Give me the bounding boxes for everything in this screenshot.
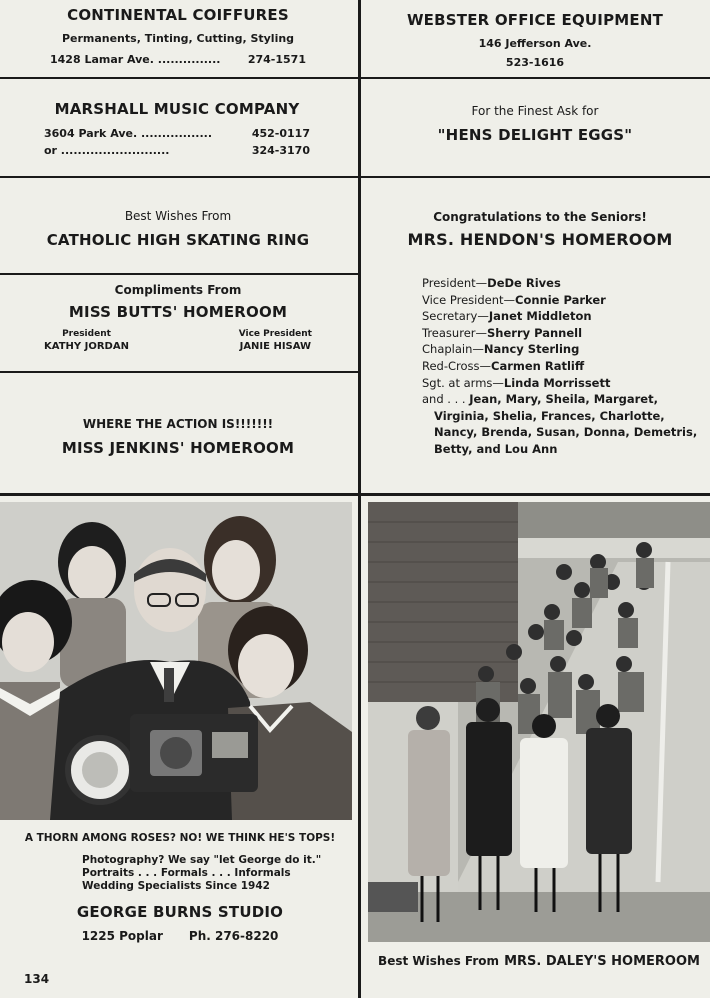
ad-headline: A THORN AMONG ROSES? NO! WE THINK HE'S TOPS! xyxy=(24,832,336,844)
members-row xyxy=(422,391,702,408)
officer-row xyxy=(422,358,702,375)
president-title: President xyxy=(62,329,111,339)
george-burns-ad xyxy=(10,832,350,943)
ad-name: MARSHALL MUSIC COMPANY xyxy=(54,100,300,118)
homeroom-photo-illustration xyxy=(368,502,710,942)
president-name: KATHY JORDAN xyxy=(44,341,129,352)
divider-3-left xyxy=(0,273,358,275)
members-line: Virginia, Shelia, Frances, Charlotte, xyxy=(434,408,665,423)
members-line: Betty, and Lou Ann xyxy=(434,441,558,456)
officer-name: Nancy Sterling xyxy=(483,342,580,357)
ad-phone: 523-1616 xyxy=(505,56,565,69)
officer-role: Red-Cross— xyxy=(422,358,492,373)
miss-butts-ad xyxy=(40,283,316,352)
ad-name: CATHOLIC HIGH SKATING RING xyxy=(46,231,310,249)
ad-intro: Compliments From xyxy=(114,283,242,297)
daley-caption xyxy=(368,950,710,969)
center-divider xyxy=(358,0,361,998)
studio-photo xyxy=(0,502,352,820)
officer-row xyxy=(422,292,702,309)
ad-address: 1225 Poplar xyxy=(81,929,163,943)
officer-name: DeDe Rives xyxy=(487,276,561,290)
ad-address: 1428 Lamar Ave. ............... xyxy=(50,53,221,66)
hendon-officers-list xyxy=(422,275,702,458)
officer-name: Janet Middleton xyxy=(488,309,592,324)
divider-1-right xyxy=(361,77,710,79)
officer-role: Chaplain— xyxy=(422,342,484,357)
ad-phone: Ph. 276-8220 xyxy=(188,929,279,943)
officer-row xyxy=(422,375,702,392)
members-line: Nancy, Brenda, Susan, Donna, Demetris, xyxy=(434,425,698,440)
caption-name: MRS. DALEY'S HOMEROOM xyxy=(504,954,700,969)
hens-delight-ad xyxy=(370,104,700,144)
members-line: Jean, Mary, Sheila, Margaret, xyxy=(469,392,658,407)
officer-role: Treasurer— xyxy=(422,325,487,340)
ad-name: WEBSTER OFFICE EQUIPMENT xyxy=(406,11,664,29)
officer-row xyxy=(422,308,702,325)
webster-office-ad xyxy=(370,11,700,69)
ad-tagline: WHERE THE ACTION IS!!!!!!! xyxy=(82,417,274,431)
marshall-music-ad xyxy=(44,100,310,157)
divider-4-left xyxy=(0,371,358,373)
vp-name: JANIE HISAW xyxy=(239,341,312,352)
ad-address: 146 Jefferson Ave. xyxy=(478,37,592,50)
continental-coiffures-ad xyxy=(40,6,316,66)
officer-row xyxy=(422,275,702,292)
ad-name: CONTINENTAL COIFFURES xyxy=(67,6,289,24)
miss-jenkins-ad xyxy=(20,417,336,457)
officer-role: Secretary— xyxy=(422,309,489,324)
officer-name: Carmen Ratliff xyxy=(491,358,585,373)
ad-name: MRS. HENDON'S HOMEROOM xyxy=(407,230,673,249)
members-lead: and . . . xyxy=(422,392,466,407)
ad-line: Wedding Specialists Since 1942 xyxy=(82,880,270,892)
officer-role: Vice President— xyxy=(422,292,516,307)
officer-name: Linda Morrissett xyxy=(503,375,611,390)
ad-intro: Congratulations to the Seniors! xyxy=(433,210,647,224)
divider-1-left xyxy=(0,77,358,79)
officer-row xyxy=(422,341,702,358)
ad-phone: 274-1571 xyxy=(247,53,306,66)
mrs-hendon-ad xyxy=(370,210,710,249)
officer-name: Sherry Pannell xyxy=(487,325,583,340)
ad-line: Portraits . . . Formals . . . Informals xyxy=(82,867,291,879)
ad-phone: 452-0117 xyxy=(251,127,310,140)
ad-name: "HENS DELIGHT EGGS" xyxy=(437,126,633,144)
ad-phone-2: 324-3170 xyxy=(251,144,310,157)
divider-2 xyxy=(0,176,710,178)
skating-ring-ad xyxy=(20,209,336,249)
officer-role: President— xyxy=(422,276,488,290)
divider-5 xyxy=(0,493,710,496)
officer-row xyxy=(422,325,702,342)
ad-name: MISS BUTTS' HOMEROOM xyxy=(68,303,288,321)
ad-address: 3604 Park Ave. ................. xyxy=(44,127,213,140)
ad-name: GEORGE BURNS STUDIO xyxy=(76,903,284,921)
caption-lead: Best Wishes From xyxy=(378,954,499,968)
ad-intro: Best Wishes From xyxy=(124,209,232,223)
homeroom-photo xyxy=(368,502,710,942)
ad-services: Permanents, Tinting, Cutting, Styling xyxy=(61,32,295,45)
ad-line: Photography? We say "let George do it." xyxy=(82,854,322,866)
officer-name: Connie Parker xyxy=(515,292,606,307)
ad-or: or .......................... xyxy=(44,144,170,157)
vp-title: Vice President xyxy=(238,329,312,339)
ad-intro: For the Finest Ask for xyxy=(471,104,599,118)
studio-photo-illustration xyxy=(0,502,352,820)
page-number: 134 xyxy=(24,972,50,986)
ad-name: MISS JENKINS' HOMEROOM xyxy=(61,439,295,457)
officer-role: Sgt. at arms— xyxy=(422,375,504,390)
